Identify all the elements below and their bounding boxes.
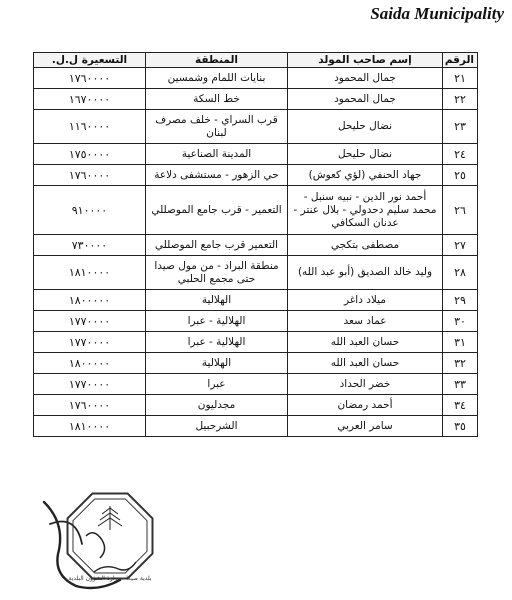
- area-name: قرب السراي - خلف مصرف لبنان: [146, 110, 288, 144]
- owner-name: حسان العبد الله: [288, 353, 443, 374]
- row-number: ٢١: [443, 68, 478, 89]
- area-name: بنايات اللمام وشمسين: [146, 68, 288, 89]
- area-name: الهلالية: [146, 353, 288, 374]
- row-number: ٢٨: [443, 256, 478, 290]
- area-name: التعمير قرب جامع الموصللي: [146, 235, 288, 256]
- area-name: الشرحبيل: [146, 416, 288, 437]
- area-name: منطقة البراد - من مول صيدا حتى مجمع الحلبي: [146, 256, 288, 290]
- table-row: [34, 353, 478, 374]
- table-row: [34, 311, 478, 332]
- row-number: ٢٥: [443, 165, 478, 186]
- table-row: [34, 165, 478, 186]
- price-value: ١٧٥٠٠٠٠: [34, 144, 146, 165]
- area-name: الهلالية - عبرا: [146, 311, 288, 332]
- row-number: ٢٦: [443, 186, 478, 235]
- area-name: الهلالية: [146, 290, 288, 311]
- price-value: ١٨٠٠٠٠٠: [34, 353, 146, 374]
- table-row: [34, 235, 478, 256]
- area-name: الهلالية - عبرا: [146, 332, 288, 353]
- owner-name: حسان العبد الله: [288, 332, 443, 353]
- price-value: ٩١٠٠٠٠: [34, 186, 146, 235]
- row-number: ٢٣: [443, 110, 478, 144]
- table-row: [34, 144, 478, 165]
- table-row: [34, 110, 478, 144]
- area-name: خط السكة: [146, 89, 288, 110]
- row-number: ٣٣: [443, 374, 478, 395]
- table-row: [34, 332, 478, 353]
- row-number: ٣٢: [443, 353, 478, 374]
- price-value: ١٧٦٠٠٠٠: [34, 165, 146, 186]
- price-value: ١٧٦٠٠٠٠: [34, 68, 146, 89]
- table-row: [34, 290, 478, 311]
- owner-name: سامر العربي: [288, 416, 443, 437]
- owner-name: جمال المحمود: [288, 89, 443, 110]
- table-row: [34, 395, 478, 416]
- stamp-text: بلدية صيدا - وزارة الشؤون البلدية: [68, 575, 152, 582]
- table-row: [34, 256, 478, 290]
- owner-name: وليد خالد الصديق (أبو عبد الله): [288, 256, 443, 290]
- col-header-area: المنطقة: [146, 53, 288, 68]
- col-header-number: الرقم: [443, 53, 478, 68]
- owner-name: نضال حليحل: [288, 110, 443, 144]
- generator-pricing-table: [33, 52, 478, 437]
- price-value: ١٦٧٠٠٠٠: [34, 89, 146, 110]
- municipality-title: Saida Municipality: [370, 4, 504, 23]
- owner-name: جمال المحمود: [288, 68, 443, 89]
- table-row: [34, 89, 478, 110]
- owner-name: جهاد الحنفي (لؤي كعوش): [288, 165, 443, 186]
- row-number: ٣١: [443, 332, 478, 353]
- price-value: ١٧٦٠٠٠٠: [34, 395, 146, 416]
- price-value: ٧٣٠٠٠٠: [34, 235, 146, 256]
- price-value: ١٧٧٠٠٠٠: [34, 332, 146, 353]
- table-row: [34, 186, 478, 235]
- row-number: ٢٧: [443, 235, 478, 256]
- price-value: ١١٦٠٠٠٠: [34, 110, 146, 144]
- price-value: ١٨١٠٠٠٠: [34, 256, 146, 290]
- price-value: ١٨٠٠٠٠٠: [34, 290, 146, 311]
- price-value: ١٧٧٠٠٠٠: [34, 374, 146, 395]
- row-number: ٣٠: [443, 311, 478, 332]
- table-body: [34, 68, 478, 437]
- owner-name: أحمد رمضان: [288, 395, 443, 416]
- table-header-row: [34, 53, 478, 68]
- price-value: ١٧٧٠٠٠٠: [34, 311, 146, 332]
- area-name: التعمير - قرب جامع الموصللي: [146, 186, 288, 235]
- table-row: [34, 416, 478, 437]
- row-number: ٣٤: [443, 395, 478, 416]
- owner-name: عماد سعد: [288, 311, 443, 332]
- owner-name: أحمد نور الدين - نبيه سنبل - محمد سليم دحدولي - بلال عنتر - عدنان السكافي: [288, 186, 443, 235]
- owner-name: نضال حليحل: [288, 144, 443, 165]
- row-number: ٣٥: [443, 416, 478, 437]
- row-number: ٢٩: [443, 290, 478, 311]
- area-name: حي الزهور - مستشفى دلاعة: [146, 165, 288, 186]
- row-number: ٢٢: [443, 89, 478, 110]
- price-value: ١٨١٠٠٠٠: [34, 416, 146, 437]
- col-header-owner-name: إسم صاحب المولد: [288, 53, 443, 68]
- municipal-stamp-seal: [36, 484, 158, 594]
- row-number: ٢٤: [443, 144, 478, 165]
- area-name: عبرا: [146, 374, 288, 395]
- table-row: [34, 374, 478, 395]
- area-name: مجدليون: [146, 395, 288, 416]
- table-row: [34, 68, 478, 89]
- owner-name: ميلاد داغر: [288, 290, 443, 311]
- area-name: المدينة الصناعية: [146, 144, 288, 165]
- col-header-price: التسعيرة ل.ل.: [34, 53, 146, 68]
- owner-name: مصطفى بتكجي: [288, 235, 443, 256]
- owner-name: خضر الحداد: [288, 374, 443, 395]
